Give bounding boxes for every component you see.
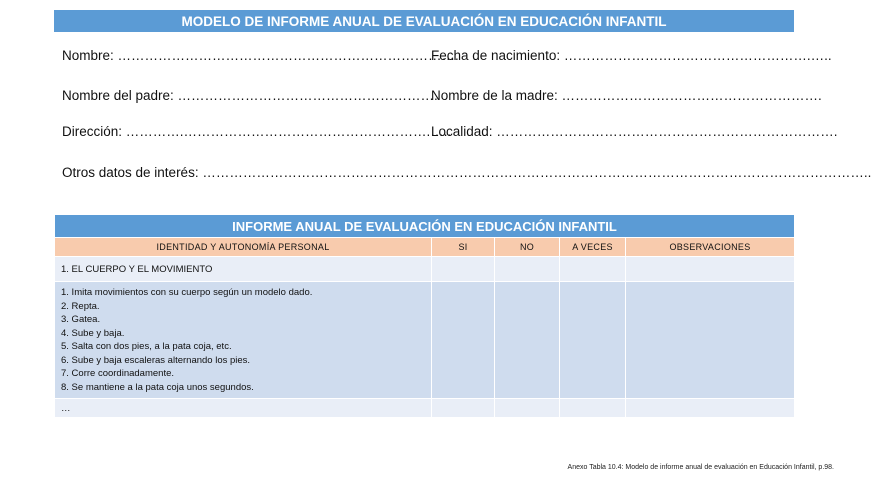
list-item: 4. Sube y baja.	[61, 327, 125, 339]
field-nombre-padre[interactable]: Nombre del padre: ………………………………………………….	[62, 88, 438, 103]
header-no: NO	[495, 238, 560, 257]
table-row	[55, 282, 795, 399]
cell-no[interactable]	[495, 399, 560, 418]
section-title: 1. EL CUERPO Y EL MOVIMIENTO	[55, 257, 432, 282]
list-item: 6. Sube y baja escaleras alternando los pies.	[61, 354, 251, 366]
field-localidad[interactable]: Localidad: ………………………………………………………………….	[431, 124, 838, 139]
table-row	[55, 399, 795, 418]
cell-a-veces[interactable]	[560, 399, 626, 418]
cell-si[interactable]	[432, 257, 495, 282]
table-title: INFORME ANUAL DE EVALUACIÓN EN EDUCACIÓN INFANTIL	[55, 215, 795, 238]
form-title: MODELO DE INFORME ANUAL DE EVALUACIÓN EN EDUCACIÓN INFANTIL	[54, 10, 794, 32]
cell-si[interactable]	[432, 399, 495, 418]
field-direccion[interactable]: Dirección: ………….……………………………………………….…..	[62, 124, 452, 139]
table-row	[55, 257, 795, 282]
cell-si[interactable]	[432, 282, 495, 399]
footnote: Anexo Tabla 10.4: Modelo de informe anual de evaluación en Educación Infantil, p.98.	[567, 464, 834, 471]
cell-a-veces[interactable]	[560, 282, 626, 399]
table-header-row	[55, 238, 795, 257]
cell-no[interactable]	[495, 257, 560, 282]
evaluation-table	[54, 214, 795, 418]
field-fecha-nacimiento[interactable]: Fecha de nacimiento: ……………………………………………….…..	[431, 48, 832, 63]
header-observaciones: OBSERVACIONES	[626, 238, 795, 257]
list-item: 1. Imita movimientos con su cuerpo según un modelo dado.	[61, 287, 313, 298]
item-list	[61, 286, 425, 394]
field-otros-datos[interactable]: Otros datos de interés: …………………………………………………………………………………………………………………………………..	[62, 165, 871, 180]
field-nombre[interactable]: Nombre: ………………………………………………………………….	[62, 48, 459, 63]
field-nombre-madre[interactable]: Nombre de la madre: ………………………………………………….	[431, 88, 822, 103]
list-item: 3. Gatea.	[61, 314, 101, 325]
more-items: …	[55, 399, 432, 418]
header-si: SI	[432, 238, 495, 257]
cell-no[interactable]	[495, 282, 560, 399]
items-cell	[55, 282, 432, 399]
cell-observaciones[interactable]	[626, 282, 795, 399]
cell-a-veces[interactable]	[560, 257, 626, 282]
list-item: 8. Se mantiene a la pata coja unos segundos.	[61, 381, 254, 393]
header-a-veces: A VECES	[560, 238, 626, 257]
cell-observaciones[interactable]	[626, 399, 795, 418]
header-identidad: IDENTIDAD Y AUTONOMÍA PERSONAL	[55, 238, 432, 257]
list-item: 7. Corre coordinadamente.	[61, 368, 175, 379]
list-item: 2. Repta.	[61, 300, 100, 312]
cell-observaciones[interactable]	[626, 257, 795, 282]
list-item: 5. Salta con dos pies, a la pata coja, etc.	[61, 341, 232, 352]
